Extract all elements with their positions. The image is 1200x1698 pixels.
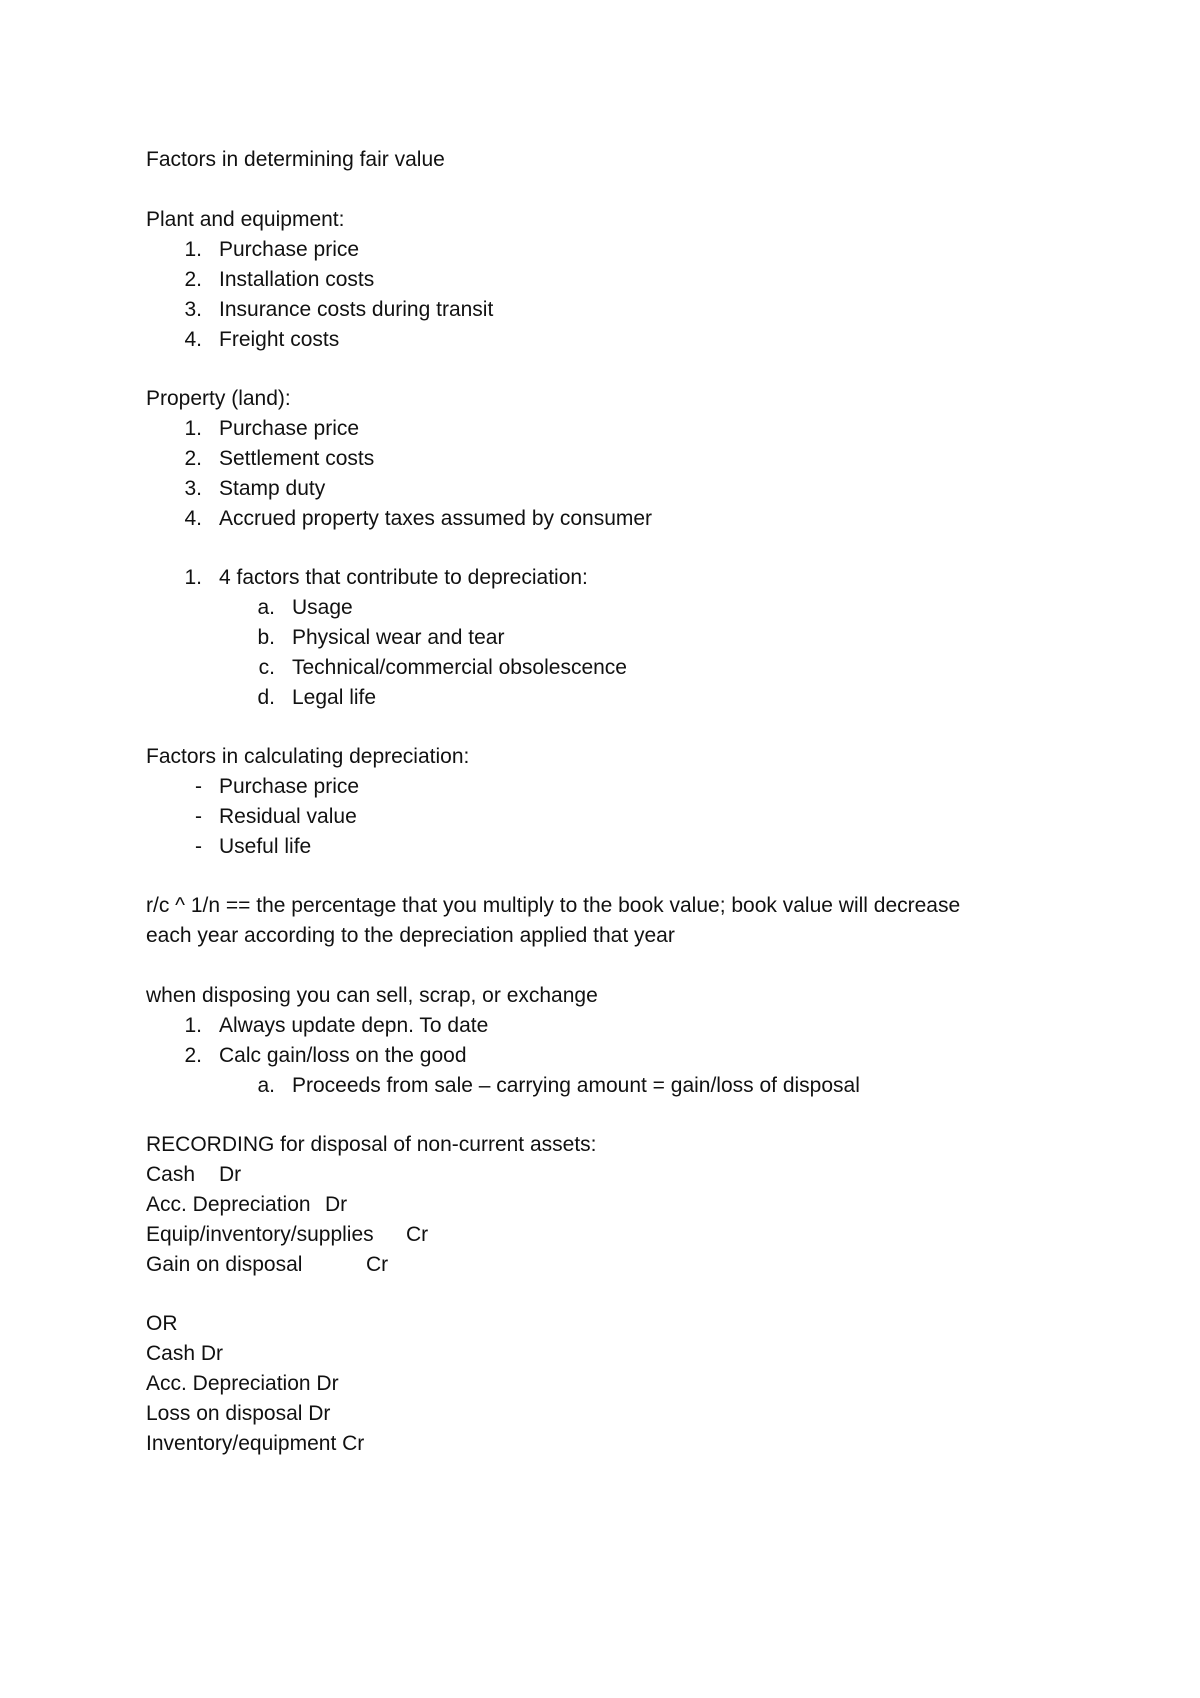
list-item: Residual value [219, 805, 357, 828]
sublist-marker: c. [258, 656, 275, 679]
list-item: 4 factors that contribute to depreciation: [219, 566, 588, 589]
plant-heading: Plant and equipment: [146, 208, 345, 231]
list-marker: 1. [184, 566, 202, 589]
list-marker: 4. [184, 507, 202, 530]
list-item: Calc gain/loss on the good [219, 1044, 467, 1067]
sublist-item: Proceeds from sale – carrying amount = gain/loss of disposal [292, 1074, 860, 1097]
list-item: Accrued property taxes assumed by consumer [219, 507, 653, 530]
dr-cr-label: Dr [325, 1193, 348, 1216]
sublist-marker: b. [257, 626, 275, 649]
dr-cr-label: Dr [219, 1163, 242, 1186]
sublist-marker: a. [257, 1074, 275, 1097]
formula-line: each year according to the depreciation applied that year [146, 924, 675, 947]
list-item: Purchase price [219, 417, 360, 440]
list-marker: 1. [184, 1014, 202, 1037]
recording-heading: RECORDING for disposal of non-current assets: [146, 1133, 597, 1156]
calc-heading: Factors in calculating depreciation: [146, 745, 470, 768]
account-name: Cash [146, 1163, 196, 1186]
sublist-item: Usage [292, 596, 353, 619]
sublist-item: Physical wear and tear [292, 626, 505, 649]
disposal-heading: when disposing you can sell, scrap, or exchange [146, 984, 598, 1007]
or-label: OR [146, 1312, 178, 1335]
dr-cr-label: Cr [366, 1253, 389, 1276]
list-marker: 1. [184, 417, 202, 440]
list-marker: 3. [184, 298, 202, 321]
list-marker: - [195, 805, 202, 828]
list-item: Freight costs [219, 328, 340, 351]
list-marker: 2. [184, 447, 202, 470]
list-marker: 4. [184, 328, 202, 351]
sublist-marker: d. [257, 686, 275, 709]
list-item: Always update depn. To date [219, 1014, 489, 1037]
list-marker: 1. [184, 238, 202, 261]
list-item: Stamp duty [219, 477, 326, 500]
list-item: Installation costs [219, 268, 375, 291]
sublist-item: Legal life [292, 686, 377, 709]
property-heading: Property (land): [146, 387, 291, 410]
account-name: Equip/inventory/supplies [146, 1223, 374, 1246]
sublist-item: Technical/commercial obsolescence [292, 656, 627, 679]
list-item: Purchase price [219, 775, 360, 798]
list-item: Settlement costs [219, 447, 375, 470]
doc-title: Factors in determining fair value [146, 148, 445, 171]
formula-line: r/c ^ 1/n == the percentage that you multiply to the book value; book value will decrease [146, 894, 961, 917]
list-item: Purchase price [219, 238, 360, 261]
list-marker: - [195, 775, 202, 798]
dr-cr-label: Cr [406, 1223, 429, 1246]
journal-line: Acc. Depreciation Dr [146, 1372, 339, 1395]
list-marker: 2. [184, 268, 202, 291]
list-marker: 3. [184, 477, 202, 500]
list-marker: 2. [184, 1044, 202, 1067]
account-name: Acc. Depreciation [146, 1193, 311, 1216]
account-name: Gain on disposal [146, 1253, 303, 1276]
sublist-marker: a. [257, 596, 275, 619]
list-item: Insurance costs during transit [219, 298, 494, 321]
journal-line: Inventory/equipment Cr [146, 1432, 365, 1455]
list-marker: - [195, 835, 202, 858]
journal-line: Loss on disposal Dr [146, 1402, 331, 1425]
journal-line: Cash Dr [146, 1342, 224, 1365]
list-item: Useful life [219, 835, 312, 858]
